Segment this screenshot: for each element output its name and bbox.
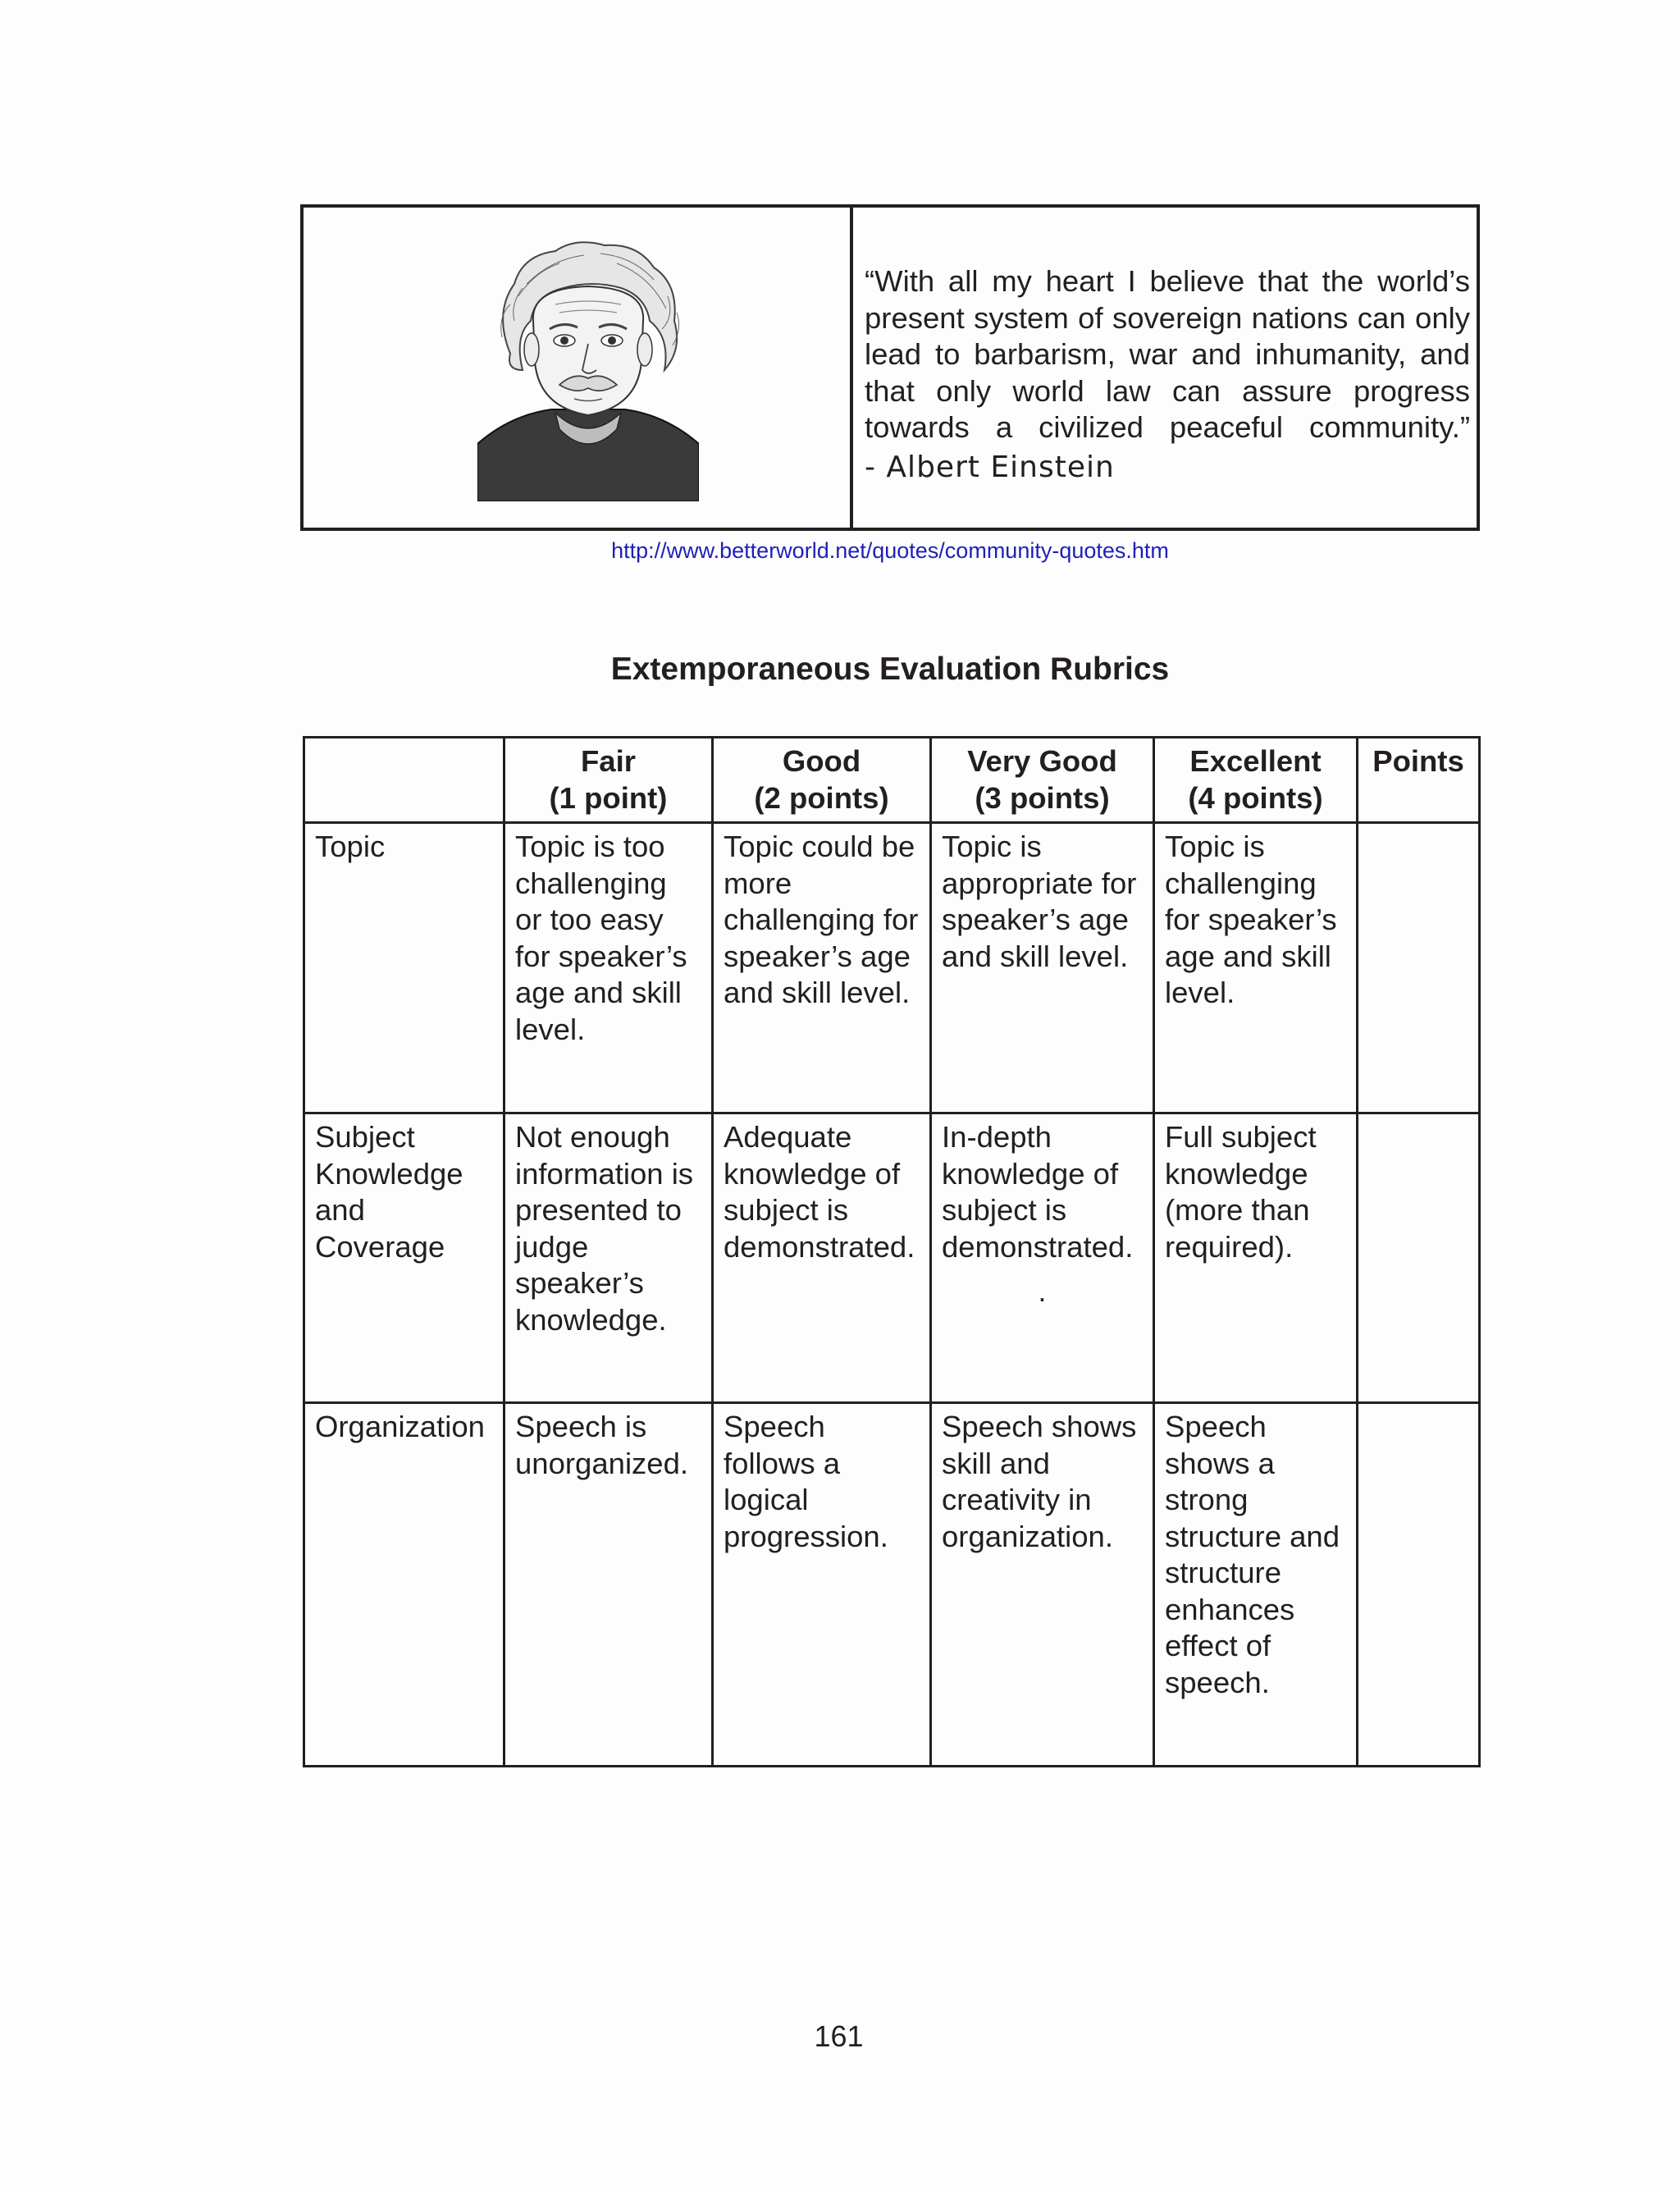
table-row	[304, 823, 1480, 1113]
header-fair: Fair (1 point)	[504, 738, 713, 823]
excellent-cell: Full subject knowledge (more than required).	[1154, 1113, 1358, 1403]
quote-box	[300, 204, 1480, 531]
fair-cell: Topic is too challenging or too easy for speaker’s age and skill level.	[504, 823, 713, 1113]
quote-text: “With all my heart I believe that the world’s present system of sovereign nations can only lead to barbarism, war and inhumanity, and that only world law can assure progress towards a civilized peaceful community.”	[865, 264, 1470, 444]
header-criterion	[304, 738, 504, 823]
table-row	[304, 1403, 1480, 1767]
stray-dot-mark: .	[1038, 1274, 1047, 1308]
rubric-title: Extemporaneous Evaluation Rubrics	[610, 652, 1170, 687]
header-good: Good (2 points)	[713, 738, 931, 823]
portrait-cell	[304, 208, 853, 528]
quote-text-cell	[853, 208, 1477, 528]
fair-cell: Not enough information is presented to judge speaker’s knowledge.	[504, 1113, 713, 1403]
points-cell[interactable]	[1358, 1113, 1480, 1403]
fair-cell: Speech is unorganized.	[504, 1403, 713, 1767]
rubric-table	[303, 736, 1481, 1767]
page-number: 161	[814, 2019, 864, 2053]
very-good-text: In-depth knowledge of subject is demonstrated.	[942, 1120, 1134, 1264]
einstein-portrait-icon	[477, 239, 699, 501]
table-row	[304, 1113, 1480, 1403]
points-cell[interactable]	[1358, 823, 1480, 1113]
good-cell: Adequate knowledge of subject is demonstrated.	[713, 1113, 931, 1403]
very-good-cell: Topic is appropriate for speaker’s age and skill level.	[931, 823, 1154, 1113]
very-good-cell	[931, 1113, 1154, 1403]
header-very-good: Very Good (3 points)	[931, 738, 1154, 823]
criterion-cell: Organization	[304, 1403, 504, 1767]
excellent-cell: Speech shows a strong structure and structure enhances effect of speech.	[1154, 1403, 1358, 1767]
good-cell: Topic could be more challenging for speaker’s age and skill level.	[713, 823, 931, 1113]
header-points: Points	[1358, 738, 1480, 823]
excellent-cell: Topic is challenging for speaker’s age and skill level.	[1154, 823, 1358, 1113]
header-row	[304, 738, 1480, 823]
good-cell: Speech follows a logical progression.	[713, 1403, 931, 1767]
source-link[interactable]: http://www.betterworld.net/quotes/community-quotes.htm	[611, 538, 1169, 563]
criterion-cell: Subject Knowledge and Coverage	[304, 1113, 504, 1403]
points-cell[interactable]	[1358, 1403, 1480, 1767]
criterion-cell: Topic	[304, 823, 504, 1113]
very-good-cell: Speech shows skill and creativity in organization.	[931, 1403, 1154, 1767]
quote-author: - Albert Einstein	[865, 450, 1115, 484]
header-excellent: Excellent (4 points)	[1154, 738, 1358, 823]
